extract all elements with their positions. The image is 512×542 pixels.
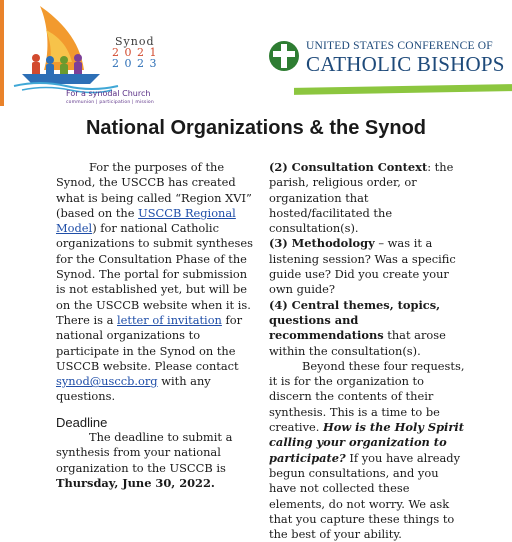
intro-text-2: ) for national Catholic organizations to submit syntheses for the Consultation Phase of the Synod. The portal for submission is not established yet, but will be on the USCCB website when it is. There is a [56,221,253,327]
intro-text-1: For the purposes of the Synod, the USCCB has created what is being called “Region XVI” (based on the [56,160,252,220]
usccb-line1: UNITED STATES CONFERENCE OF [306,40,493,52]
deadline-heading: Deadline [56,414,108,430]
regional-model-link[interactable]: USCCB Regional Model [56,205,236,236]
deadline-date: Thursday, June 30, 2022. [56,475,215,490]
item4-text: that arose within the consultation(s). [269,328,446,358]
usccb-logo [268,38,505,76]
item3-text: – was it a listening session? Was a specific guide use? Did you create your own guide? [269,236,456,297]
synod-year-start: 2 0 2 1 [112,46,158,59]
beyond-text-2: If you have already begun consultations, and you have not collected these elements, do not worry. We ask that you capture these things to the best of your ability. [269,450,461,542]
intro-paragraph [56,160,254,405]
intro-text-4: with any questions. [56,374,211,404]
left-column [56,160,254,491]
beyond-text-1: Beyond these four requests, it is for the organization to discern the contents of their synthesis. This is a time to be creative. [269,358,465,435]
synod-subtagline: communion | participation | mission [66,100,154,105]
letter-of-invitation-link[interactable]: letter of invitation [117,312,222,327]
usccb-line2: CATHOLIC BISHOPS [306,52,505,76]
synod-logo-text [112,36,157,69]
item-consultation-context [269,160,469,236]
item2-text: : the parish, religious order, or organization that hosted/facilitated the consultation(s). [269,160,454,236]
item-central-themes [269,298,469,359]
item4-label: (4) Central themes, topics, questions and recommendations [269,297,441,343]
beyond-paragraph [269,359,469,542]
synod-word: Synod [114,35,155,48]
green-accent-bar [294,84,512,95]
item-methodology [269,236,469,297]
deadline-paragraph [56,430,254,491]
deadline-text: The deadline to submit a synthesis from your national organization to the USCCB is [56,430,233,475]
page-title: National Organizations & the Synod [85,117,427,139]
usccb-cross-icon [268,40,300,72]
intro-text-3: for national organizations to participate in the Synod on the USCCB website. Please contact [56,312,243,373]
item2-label: (2) Consultation Context [269,160,428,174]
synod-year-end: 2 0 2 3 [112,57,158,70]
synod-tagline: For a synodal Church [66,89,151,98]
right-column [269,160,469,542]
email-link[interactable]: synod@usccb.org [56,374,158,389]
item3-label: (3) Methodology [269,236,375,251]
holy-spirit-question: How is the Holy Spirit calling your organization to participate? [269,420,464,465]
